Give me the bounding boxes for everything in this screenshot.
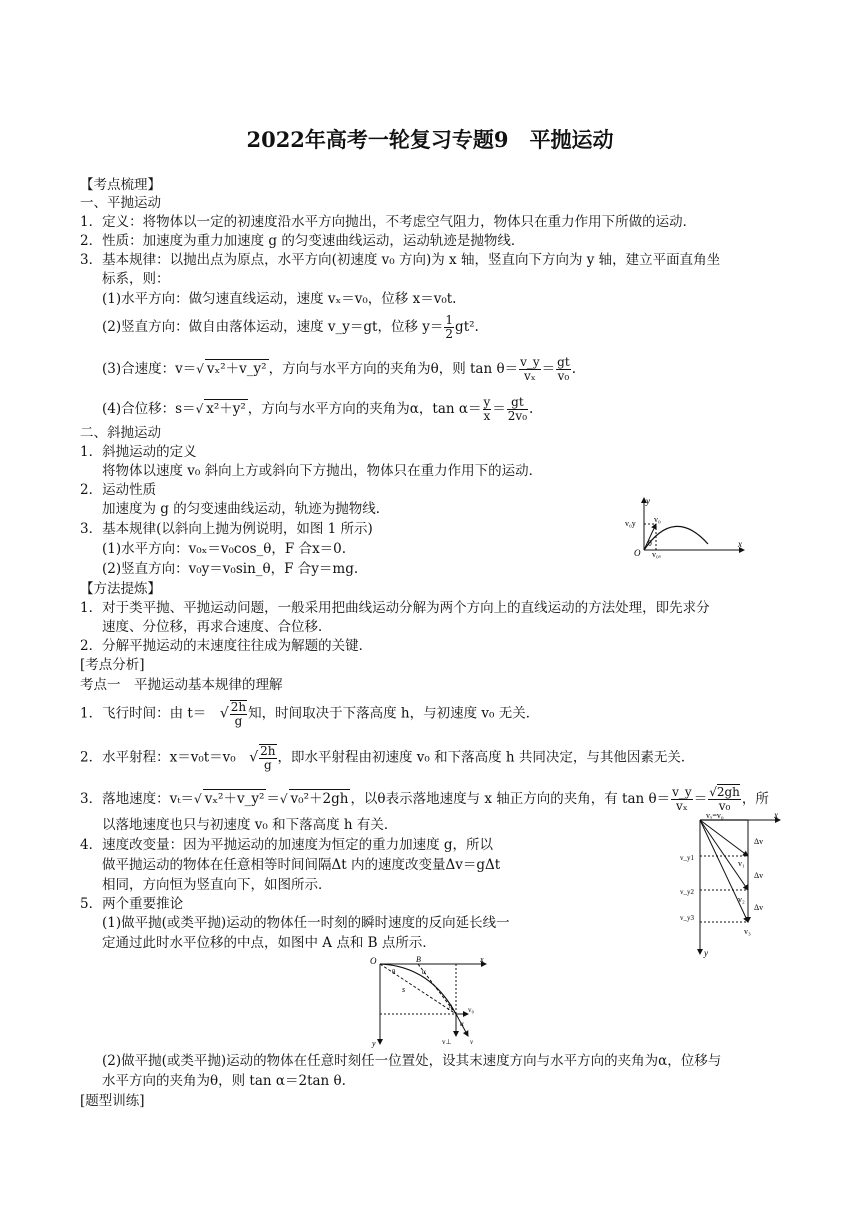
fig3-label: O xyxy=(370,956,377,966)
fig3-label: α xyxy=(422,968,426,976)
text: ，方向与水平方向的夹角为θ，则 tan θ＝ xyxy=(268,361,519,377)
fig3-label: v⊥ xyxy=(442,1038,452,1046)
fig1-label: θ xyxy=(648,539,652,548)
text: gt². xyxy=(455,319,479,335)
paragraph: 以落地速度也只与初速度 v₀ 和下落高度 h 有关． xyxy=(102,817,398,833)
paragraph: 做平抛运动的物体在任意相等时间间隔Δt 内的速度改变量Δv＝gΔt xyxy=(102,857,501,873)
fig2-label: Δv xyxy=(754,871,764,880)
formula-line xyxy=(102,314,479,341)
paragraph: 1．斜抛运动的定义 xyxy=(80,444,197,460)
paragraph: (1)水平方向：v₀ₓ＝v₀cos_θ，F 合x＝0. xyxy=(102,541,347,557)
fraction: $\frac{y}{x}$ xyxy=(483,395,491,423)
fig2-label: v₁ xyxy=(738,859,745,868)
fig1-label: x xyxy=(738,539,742,549)
text: (4)合位移：s＝ xyxy=(102,401,196,417)
velocity-change-figure xyxy=(676,810,786,960)
paragraph: 1．对于类平抛、平抛运动问题，一般采用把曲线运动分解为两个方向上的直线运动的方法处理，即先求分 xyxy=(80,600,710,616)
fraction: $\frac{2h}{g}$ xyxy=(230,700,247,728)
fig2-label: v_y3 xyxy=(680,914,694,922)
fig3-label: v₀ xyxy=(468,1006,474,1014)
fig2-label: v₃ xyxy=(744,927,751,936)
paragraph: (1)水平方向：做匀速直线运动，速度 vₓ＝v₀，位移 x＝v₀t. xyxy=(102,291,457,307)
paragraph: 1．定义：将物体以一定的初速度沿水平方向抛出，不考虑空气阻力，物体只在重力作用下所做的运动． xyxy=(80,214,697,230)
fig2-label: Δv xyxy=(754,837,764,846)
fig3-label: B xyxy=(416,955,421,964)
text: 2．水平射程：x＝v₀t＝v₀ xyxy=(80,749,236,766)
sqrt: vₓ²＋v_y² xyxy=(206,361,267,377)
fig3-label: y xyxy=(372,1039,376,1048)
fig2-label: y xyxy=(704,948,708,958)
paragraph: 2．运动性质 xyxy=(80,482,157,498)
fig1-label: v₀y xyxy=(625,519,636,528)
fraction: $\frac{v\_y}{\text{vₓ}}$ xyxy=(672,785,692,813)
fraction: $\frac{gt}{\text{2v₀}}$ xyxy=(507,395,528,423)
fig3-label: s xyxy=(402,985,406,994)
fig3-label: A xyxy=(448,1003,453,1012)
paragraph: 5．两个重要推论 xyxy=(80,896,184,912)
page-title: 2022年高考一轮复习专题9 平抛运动 xyxy=(246,127,614,152)
text: ，以θ表示落地速度与 x 轴正方向的夹角，有 tan θ＝ xyxy=(350,791,671,807)
text: ，方向与水平方向的夹角为α，tan α＝ xyxy=(247,401,482,417)
text: (3)合速度：v＝ xyxy=(102,361,197,377)
fraction: $\frac{√2gh}{\text{v₀}}$ xyxy=(709,785,740,813)
fig2-label: v_y2 xyxy=(680,888,694,896)
paragraph: 将物体以速度 v₀ 斜向上方或斜向下方抛出，物体只在重力作用下的运动． xyxy=(102,463,543,479)
fig2-label: v_y1 xyxy=(680,854,694,862)
formula-line: 3．落地速度：vₜ＝√ vₓ²＋v_y² ＝√ v₀²＋2gh ，以θ表示落地速度与 x 轴正方向的夹角，有 tan θ＝ $\frac{v\_y}{\text{vₓ}}$ ＝ $\frac{√2gh}{\text{v₀}}$ ，所 xyxy=(80,785,769,813)
fig2-label: v₂ xyxy=(738,895,745,904)
fig2-label: x xyxy=(774,810,778,820)
fig3-label: θ xyxy=(392,968,396,976)
fig3-label: α xyxy=(460,1020,464,1028)
heading-fangfa: 【方法提炼】 xyxy=(80,581,161,597)
sqrt: vₓ²＋v_y² xyxy=(204,791,265,807)
paragraph: 相同，方向恒为竖直向下，如图所示． xyxy=(102,877,332,893)
formula-line: 1．飞行时间：由 t＝ √ $\frac{2h}{g}$ 知，时间取决于下落高度 h，与初速度 v₀ 无关． xyxy=(80,700,540,728)
heading-kaodian: 【考点梳理】 xyxy=(80,177,161,193)
paragraph: 3．基本规律：以抛出点为原点，水平方向(初速度 v₀ 方向)为 x 轴，竖直向下方向为 y 轴，建立平面直角坐 xyxy=(80,252,721,268)
sqrt: x²＋y² xyxy=(206,401,246,417)
fig3-label: x xyxy=(480,955,484,964)
fig2-label: vₓ=v₀ xyxy=(706,811,724,820)
fraction: $\frac{2h}{g}$ xyxy=(260,744,276,772)
paragraph: (1)做平抛(或类平抛)运动的物体任一时刻的瞬时速度的反向延长线一 xyxy=(102,915,510,931)
heading-tixing: [题型训练] xyxy=(80,1093,145,1109)
fig1-label: v₀ₓ xyxy=(652,550,662,559)
formula-line: (4)合位移：s＝√ x²＋y² ，方向与水平方向的夹角为α，tan α＝ $\frac{y}{x}$ ＝ $\frac{gt}{\text{2v₀}}$ . xyxy=(102,395,534,423)
sqrt: v₀²＋2gh xyxy=(290,791,349,807)
fig2-label: Δv xyxy=(754,903,764,912)
corollary-figure xyxy=(368,952,492,1048)
formula-line: (3)合速度：v＝√ vₓ²＋v_y² ，方向与水平方向的夹角为θ，则 tan θ＝ $\frac{v\_y}{\text{vₓ}}$ ＝ $\frac{gt}{\text{v₀}}$ . xyxy=(102,355,576,383)
fraction: $\frac{gt}{\text{v₀}}$ xyxy=(557,355,570,383)
fig1-label: O xyxy=(634,548,641,558)
oblique-projectile-figure xyxy=(622,494,752,560)
fraction: $\frac{1}{2}$ xyxy=(445,313,454,341)
section-heading: 一、平抛运动 xyxy=(80,195,161,211)
paragraph: 定通过此时水平位移的中点，如图中 A 点和 B 点所示． xyxy=(102,935,436,951)
text: (2)竖直方向：做自由落体运动，速度 v_y＝gt，位移 y＝ xyxy=(102,319,444,335)
paragraph: 水平方向的夹角为θ，则 tan α＝2tan θ. xyxy=(102,1073,346,1089)
paragraph: 标系，则： xyxy=(102,271,170,287)
section-heading: 二、斜抛运动 xyxy=(80,425,161,441)
paragraph: 2．性质：加速度为重力加速度 g 的匀变速曲线运动，运动轨迹是抛物线． xyxy=(80,233,525,249)
text: 1．飞行时间：由 t＝ xyxy=(80,705,207,722)
fig1-label: v₀ xyxy=(654,515,661,524)
paragraph: 4．速度改变量：因为平抛运动的加速度为恒定的重力加速度 g，所以 xyxy=(80,837,494,853)
paragraph: 2．分解平抛运动的末速度往往成为解题的关键． xyxy=(80,638,373,654)
paragraph: (2)竖直方向：v₀y＝v₀sin_θ，F 合y＝mg. xyxy=(102,561,359,577)
text: 知，时间取决于下落高度 h，与初速度 v₀ 无关． xyxy=(248,705,540,722)
subsection-heading: 考点一 平抛运动基本规律的理解 xyxy=(80,677,283,693)
text: ，所 xyxy=(741,791,769,807)
fraction: $\frac{v\_y}{\text{vₓ}}$ xyxy=(520,355,540,383)
paragraph: (2)做平抛(或类平抛)运动的物体在任意时刻任一位置处，设其末速度方向与水平方向的夹角为α，位移与 xyxy=(102,1053,722,1069)
text: 3．落地速度：vₜ＝ xyxy=(80,791,195,807)
fig3-label: v xyxy=(470,1038,474,1046)
heading-fenxi: [考点分析] xyxy=(80,657,145,673)
paragraph: 加速度为 g 的匀变速曲线运动，轨迹为抛物线． xyxy=(102,501,390,517)
formula-line: 2．水平射程：x＝v₀t＝v₀ √ $\frac{2h}{g}$ ，即水平射程由初速度 v₀ 和下落高度 h 共同决定，与其他因素无关． xyxy=(80,744,695,772)
fig1-label: y xyxy=(646,496,650,506)
text: ，即水平射程由初速度 v₀ 和下落高度 h 共同决定，与其他因素无关． xyxy=(277,749,695,766)
paragraph: 速度、分位移，再求合速度、合位移． xyxy=(102,619,332,635)
paragraph: 3．基本规律(以斜向上抛为例说明，如图 1 所示) xyxy=(80,521,373,537)
text: ＝ xyxy=(266,791,280,807)
